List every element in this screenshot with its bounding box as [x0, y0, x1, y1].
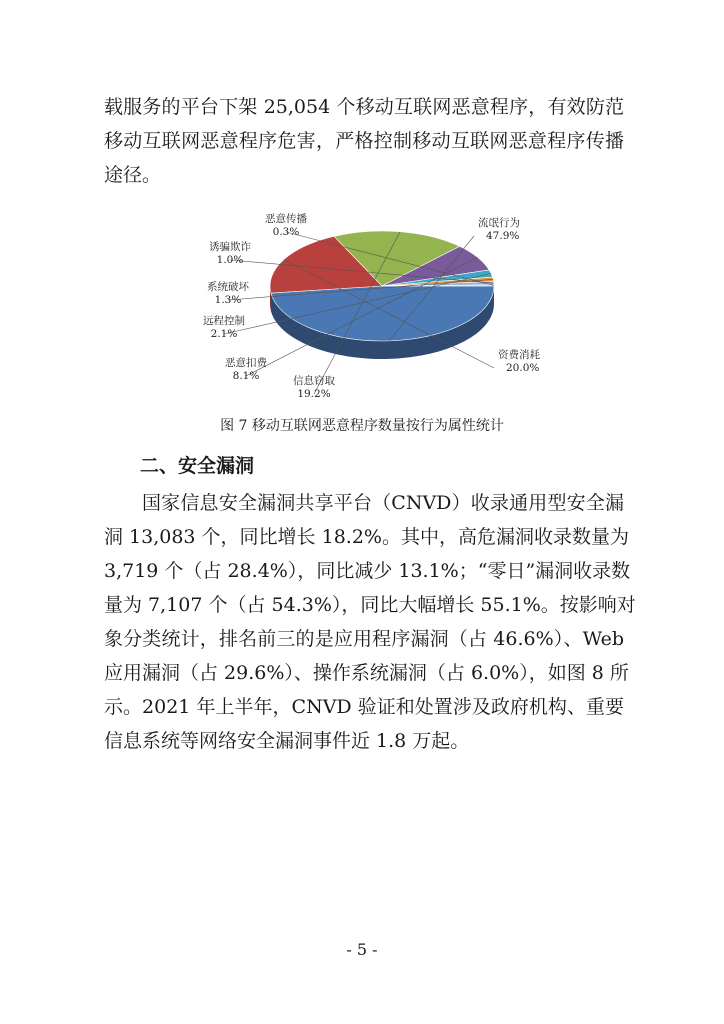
paragraph-line: 途径。 [104, 164, 162, 186]
paragraph-line: 国家信息安全漏洞共享平台（CNVD）收录通用型安全漏 [142, 492, 624, 514]
behavior-pie-chart [0, 208, 724, 408]
pie-slice-name-label: 恶意传播 [265, 213, 307, 225]
figure-caption: 图 7 移动互联网恶意程序数量按行为属性统计 [220, 418, 504, 434]
paragraph-line: 量为 7,107 个（占 54.3%），同比大幅增长 55.1%。按影响对 [104, 594, 636, 616]
pie-slice-value-label: 19.2% [297, 388, 331, 400]
pie-slice-name-label: 系统破坏 [207, 281, 249, 293]
pie-slice-name-label: 远程控制 [203, 315, 245, 327]
paragraph-line: 示。2021 年上半年，CNVD 验证和处置涉及政府机构、重要 [104, 696, 624, 718]
pie-slice-value-label: 20.0% [506, 362, 540, 374]
pie-slice-value-label: 0.3% [272, 226, 300, 238]
pie-slice-name-label: 流氓行为 [478, 217, 520, 229]
intro-paragraph [104, 90, 624, 192]
pie-slice-value-label: 47.9% [486, 230, 520, 242]
pie-slice-name-label: 信息窃取 [293, 375, 335, 387]
pie-slice-value-label: 1.3% [214, 294, 242, 306]
paragraph-line: 3,719 个（占 28.4%），同比减少 13.1%；“零日”漏洞收录数 [104, 560, 631, 582]
body-paragraph [104, 486, 636, 758]
paragraph-line: 信息系统等网络安全漏洞事件近 1.8 万起。 [104, 730, 470, 752]
pie-slice-name-label: 诱骗欺诈 [209, 241, 251, 253]
pie-slice-name-label: 恶意扣费 [225, 357, 267, 369]
paragraph-line: 移动互联网恶意程序危害，严格控制移动互联网恶意程序传播 [104, 130, 624, 152]
paragraph-line: 应用漏洞（占 29.6%）、操作系统漏洞（占 6.0%），如图 8 所 [104, 662, 629, 684]
page-number: - 5 - [346, 940, 378, 959]
paragraph-line: 洞 13,083 个，同比增长 18.2%。其中，高危漏洞收录数量为 [104, 526, 629, 548]
pie-slice-value-label: 8.1% [232, 370, 260, 382]
paragraph-line: 载服务的平台下架 25,054 个移动互联网恶意程序，有效防范 [104, 96, 624, 118]
paragraph-line: 象分类统计，排名前三的是应用程序漏洞（占 46.6%）、Web [104, 628, 624, 650]
pie-slice-value-label: 1.0% [216, 254, 244, 266]
section-heading: 二、安全漏洞 [140, 455, 255, 477]
pie-slice-value-label: 2.1% [210, 328, 238, 340]
pie-slice-name-label: 资费消耗 [498, 349, 540, 361]
